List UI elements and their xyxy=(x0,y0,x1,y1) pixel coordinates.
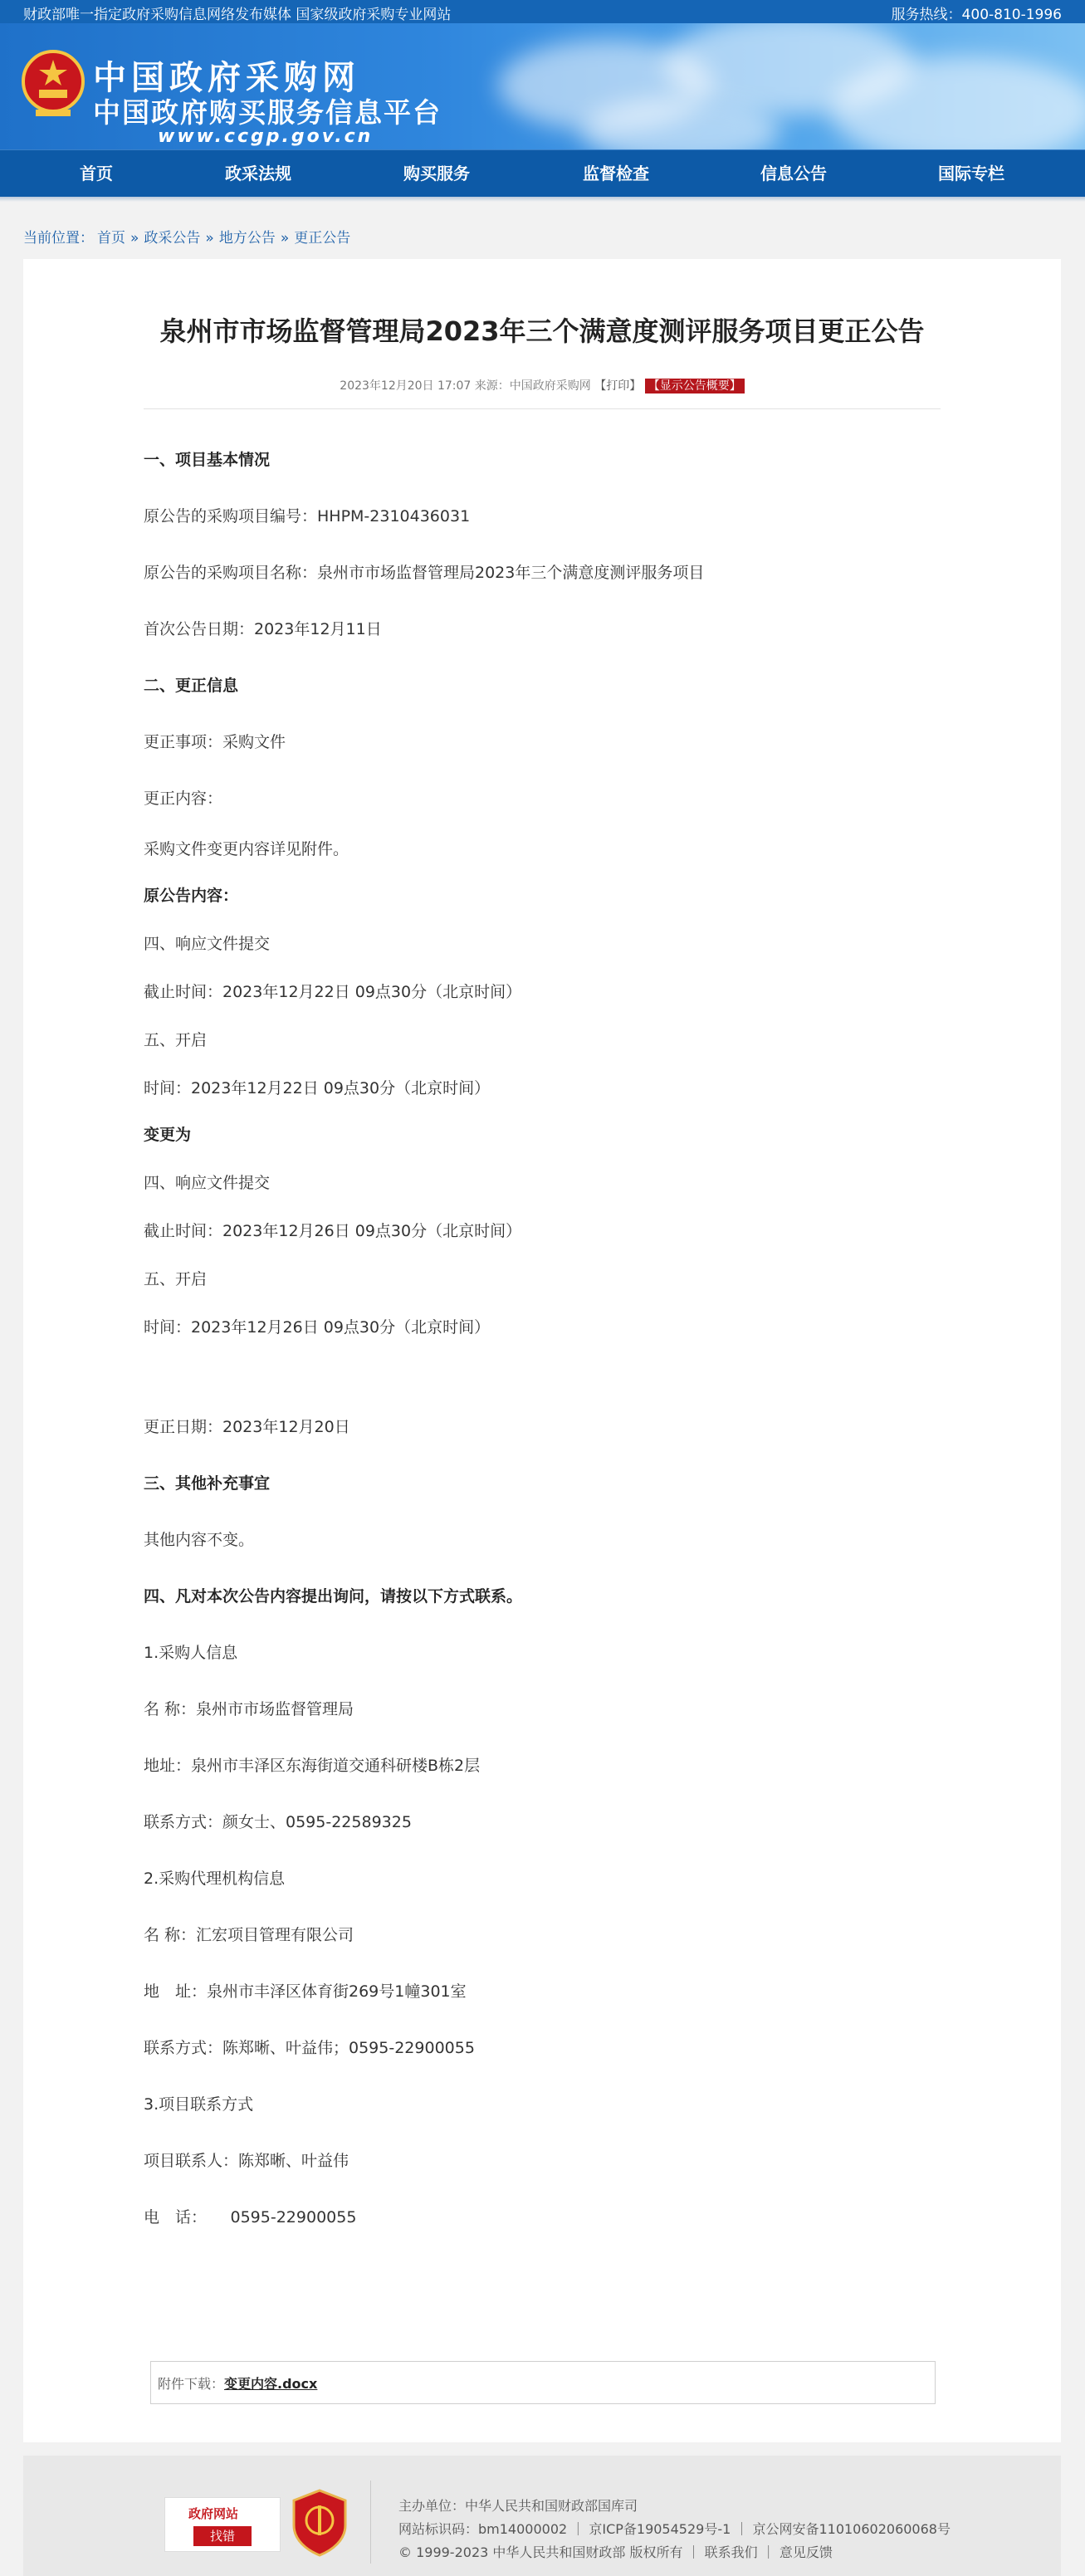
site-tagline: 财政部唯一指定政府采购信息网络发布媒体 国家级政府采购专业网站 xyxy=(23,7,452,23)
body-paragraph: 更正日期：2023年12月20日 xyxy=(144,1418,350,1436)
breadcrumb-item-home[interactable]: 首页 xyxy=(97,230,125,247)
main-nav xyxy=(0,149,1085,197)
breadcrumb-sep: » xyxy=(280,230,290,247)
breadcrumb xyxy=(23,226,354,247)
show-summary-button[interactable]: 【显示公告概要】 xyxy=(645,379,745,393)
section-heading: 二、更正信息 xyxy=(144,677,239,695)
body-paragraph: 其他内容不变。 xyxy=(144,1531,255,1549)
nav-item-purchase-services[interactable]: 购买服务 xyxy=(403,164,470,183)
print-link[interactable]: 【打印】 xyxy=(594,379,642,393)
body-paragraph: 项目联系人：陈郑晰、叶益伟 xyxy=(144,2152,349,2170)
section-heading: 三、其他补充事宜 xyxy=(144,1474,271,1493)
attachment-label: 附件下载： xyxy=(158,2376,225,2392)
badge-title: 政府网站 xyxy=(188,2506,239,2521)
body-paragraph: 五、开启 xyxy=(144,1031,208,1049)
article-date-source: 2023年12月20日 17:07 来源：中国政府采购网 xyxy=(340,379,591,393)
logo-main: 中国政府采购网 xyxy=(93,59,360,97)
nav-item-regulations[interactable]: 政采法规 xyxy=(225,164,291,183)
body-paragraph: 更正事项：采购文件 xyxy=(144,733,286,751)
nav-item-international[interactable]: 国际专栏 xyxy=(938,164,1004,183)
body-paragraph: 原公告的采购项目名称：泉州市市场监督管理局2023年三个满意度测评服务项目 xyxy=(144,564,705,582)
section-heading: 原公告内容： xyxy=(144,887,239,905)
nav-item-home[interactable]: 首页 xyxy=(80,164,113,183)
body-paragraph: 2.采购代理机构信息 xyxy=(144,1870,286,1888)
section-heading: 变更为 xyxy=(144,1126,192,1144)
footer-separator xyxy=(370,2481,371,2564)
breadcrumb-item-correction[interactable]: 更正公告 xyxy=(294,230,351,247)
footer-registration: 网站标识码：bm14000002 ｜ 京ICP备19054529号-1 ｜ 京公网安备11010602060068号 xyxy=(398,2521,951,2537)
body-paragraph: 名 称：汇宏项目管理有限公司 xyxy=(144,1926,354,1944)
gov-site-error-report-badge[interactable] xyxy=(164,2497,281,2552)
body-paragraph: 首次公告日期：2023年12月11日 xyxy=(144,620,382,638)
body-paragraph: 地 址：泉州市丰泽区体育街269号1幢301室 xyxy=(144,1982,467,2001)
body-paragraph: 时间：2023年12月26日 09点30分（北京时间） xyxy=(144,1318,491,1337)
article-title: 泉州市市场监督管理局2023年三个满意度测评服务项目更正公告 xyxy=(159,315,925,347)
body-paragraph: 地址：泉州市丰泽区东海街道交通科研楼B栋2层 xyxy=(144,1757,481,1775)
title-divider xyxy=(144,408,941,409)
section-heading: 一、项目基本情况 xyxy=(144,451,271,469)
breadcrumb-item-local[interactable]: 地方公告 xyxy=(218,230,276,247)
body-paragraph: 名 称：泉州市市场监督管理局 xyxy=(144,1700,354,1718)
nav-item-announcements[interactable]: 信息公告 xyxy=(760,164,827,183)
body-paragraph: 四、响应文件提交 xyxy=(144,935,271,953)
body-paragraph: 更正内容： xyxy=(144,789,223,808)
footer-sponsor: 主办单位：中华人民共和国财政部国库司 xyxy=(398,2498,638,2514)
body-paragraph: 原公告的采购项目编号：HHPM-2310436031 xyxy=(144,507,471,525)
body-paragraph: 采购文件变更内容详见附件。 xyxy=(144,840,349,858)
body-paragraph: 1.采购人信息 xyxy=(144,1644,238,1662)
body-paragraph: 五、开启 xyxy=(144,1270,208,1288)
breadcrumb-sep: » xyxy=(205,230,214,247)
body-paragraph: 时间：2023年12月22日 09点30分（北京时间） xyxy=(144,1079,491,1097)
body-paragraph: 联系方式：陈郑晰、叶益伟；0595-22900055 xyxy=(144,2039,475,2057)
body-paragraph: 四、响应文件提交 xyxy=(144,1174,271,1192)
body-paragraph: 电 话： 0595-22900055 xyxy=(144,2208,357,2227)
article-meta xyxy=(23,377,1061,393)
logo-url: www.ccgp.gov.cn xyxy=(158,126,374,147)
top-bar xyxy=(0,0,1085,23)
site-header xyxy=(0,23,1085,149)
logo-sub: 中国政府购买服务信息平台 xyxy=(93,96,442,129)
body-paragraph: 截止时间：2023年12月22日 09点30分（北京时间） xyxy=(144,983,522,1001)
service-hotline: 服务热线：400-810-1996 xyxy=(891,7,1062,23)
section-heading: 四、凡对本次公告内容提出询问，请按以下方式联系。 xyxy=(144,1587,523,1606)
article-card xyxy=(23,259,1061,2442)
site-footer xyxy=(23,2456,1061,2576)
national-emblem-icon xyxy=(21,48,86,120)
badge-action: 找错 xyxy=(193,2526,252,2546)
breadcrumb-prefix: 当前位置： xyxy=(23,230,94,247)
attachment-box xyxy=(150,2361,936,2404)
nav-item-supervision[interactable]: 监督检查 xyxy=(583,164,649,183)
footer-copyright: © 1999-2023 中华人民共和国财政部 版权所有 ｜ 联系我们 ｜ 意见反馈 xyxy=(398,2544,833,2560)
attachment-link[interactable]: 变更内容.docx xyxy=(224,2376,318,2392)
nav-shadow xyxy=(0,197,1085,202)
party-gov-emblem-icon[interactable] xyxy=(291,2489,349,2557)
body-paragraph: 3.项目联系方式 xyxy=(144,2095,254,2114)
breadcrumb-sep: » xyxy=(130,230,139,247)
breadcrumb-item-announcements[interactable]: 政采公告 xyxy=(144,230,201,247)
body-paragraph: 联系方式：颜女士、0595-22589325 xyxy=(144,1813,412,1831)
body-paragraph: 截止时间：2023年12月26日 09点30分（北京时间） xyxy=(144,1222,522,1240)
